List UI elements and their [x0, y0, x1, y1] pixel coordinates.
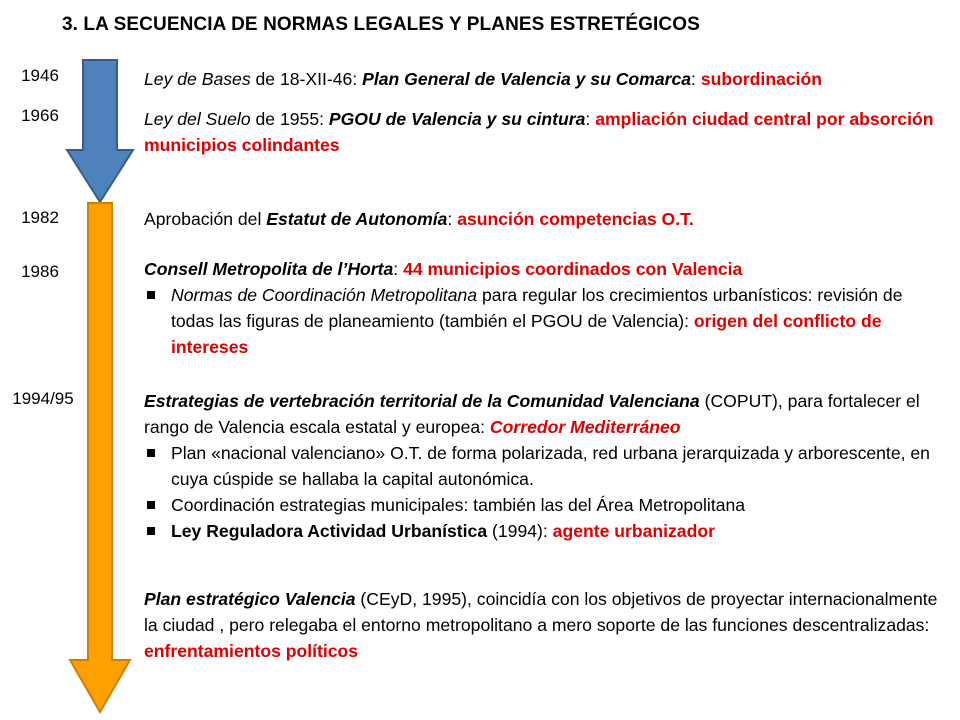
list-item: Plan «nacional valenciano» O.T. de forma polarizada, red urbana jerarquizada y arborescente, en cuya cúspide se hallaba la capital autonómica. [144, 440, 944, 492]
entry-1966: Ley del Suelo de 1955: PGOU de Valencia y su cintura: ampliación ciudad central por absorción municipios colindantes [144, 109, 934, 155]
year-label: 1994/95 [12, 389, 74, 408]
year-label: 1946 [21, 66, 59, 85]
year-label: 1982 [21, 208, 59, 227]
slide-title: 3. LA SECUENCIA DE NORMAS LEGALES Y PLANES ESTRETÉGICOS [62, 14, 700, 35]
list-item: Ley Reguladora Actividad Urbanística (1994): agente urbanizador [144, 518, 944, 544]
year-label: 1966 [21, 106, 59, 125]
entry-1994-95: Estrategias de vertebración territorial de la Comunidad Valenciana (COPUT), para fortalecer el rango de Valencia escala estatal y europea: Corredor Mediterráneo Plan «nacional valenciano» O.T. de forma polarizada, red urbana jerarquizada y arborescente, en cuya cúspide se hallaba la capital autonómica. Coordinación estrategias municipales: también las del Área Metropolitana Ley Reguladora Actividad Urbanística (1994): agente urbanizador [144, 388, 944, 544]
year-label: 1986 [21, 262, 59, 281]
entry-1986: Consell Metropolita de l’Horta: 44 municipios coordinados con Valencia Normas de Coordinación Metropolitana para regular los crecimientos urbanísticos: revisión de todas las figuras de planeamiento (también el PGOU de Valencia): origen del conflicto de intereses [144, 256, 944, 360]
entry-plan-estrategico: Plan estratégico Valencia (CEyD, 1995), coincidía con los objetivos de proyectar internacionalmente la ciudad , pero relegaba el entorno metropolitano a mero soporte de las funciones descentralizadas: enfrentamientos políticos [144, 589, 938, 661]
entry-1946: Ley de Bases de 18-XII-46: Plan General de Valencia y su Comarca: subordinación [144, 69, 823, 89]
blue-down-arrow [67, 60, 133, 202]
list-item: Normas de Coordinación Metropolitana para regular los crecimientos urbanísticos: revisión de todas las figuras de planeamiento (también el PGOU de Valencia): origen del conflicto de intereses [144, 282, 944, 360]
entry-1982: Aprobación del Estatut de Autonomía: asunción competencias O.T. [144, 209, 694, 229]
orange-down-arrow [70, 203, 130, 712]
list-item: Coordinación estrategias municipales: también las del Área Metropolitana [144, 492, 944, 518]
